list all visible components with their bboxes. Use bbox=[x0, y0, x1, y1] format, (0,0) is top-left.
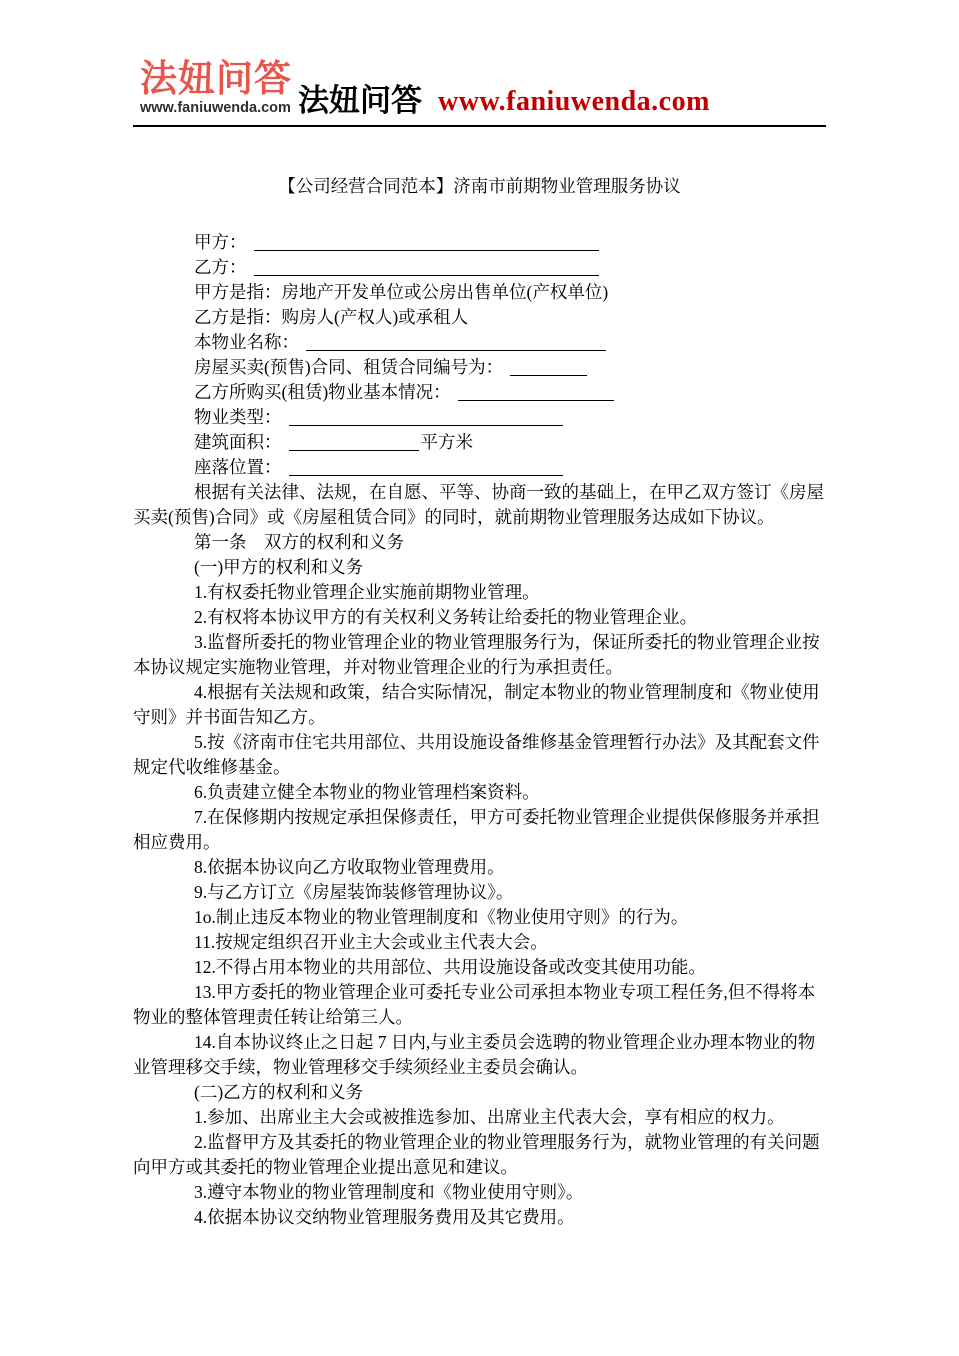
field-label: 乙方是指：购房人(产权人)或承租人 bbox=[194, 307, 469, 327]
field-property-basic-info bbox=[133, 380, 826, 405]
field-building-area bbox=[133, 430, 826, 455]
field-property-type bbox=[133, 405, 826, 430]
paragraph-b-item-3: 3.遵守本物业的物业管理制度和《物业使用守则》。 bbox=[194, 1182, 584, 1202]
paragraph-a-item-12: 12.不得占用本物业的共用部位、共用设施设备或改变其使用功能。 bbox=[194, 957, 706, 977]
field-party-a bbox=[133, 230, 826, 255]
document-title: 【公司经营合同范本】济南市前期物业管理服务协议 bbox=[278, 176, 681, 196]
field-label: 甲方： bbox=[194, 232, 247, 252]
paragraph-a-item-14: 14.自本协议终止之日起 7 日内,与业主委员会选聘的物业管理企业办理本物业的物业管理移交手续，物业管理移交手续须经业主委员会确认。 bbox=[133, 1032, 816, 1077]
paragraph-b-item-4: 4.依据本协议交纳物业管理服务费用及其它费用。 bbox=[194, 1207, 575, 1227]
paragraph-a-item-6: 6.负责建立健全本物业的物业管理档案资料。 bbox=[194, 782, 540, 802]
field-label: 物业类型： bbox=[194, 407, 282, 427]
field-label: 建筑面积： bbox=[194, 432, 282, 452]
paragraph-a-item-10: 1o.制止违反本物业的物业管理制度和《物业使用守则》的行为。 bbox=[194, 907, 689, 927]
paragraph-section-2-heading: (二)乙方的权利和义务 bbox=[194, 1082, 364, 1102]
field-label: 乙方所购买(租赁)物业基本情况： bbox=[194, 382, 451, 402]
blank-line bbox=[289, 474, 563, 476]
logo-url-text: www.faniuwenda.com bbox=[140, 100, 291, 116]
paragraph-a-item-8: 8.依据本协议向乙方收取物业管理费用。 bbox=[194, 857, 505, 877]
paragraph-a-item-3: 3.监督所委托的物业管理企业的物业管理服务行为，保证所委托的物业管理企业按本协议规定实施物业管理，并对物业管理企业的行为承担责任。 bbox=[133, 632, 820, 677]
blank-line bbox=[458, 399, 614, 401]
paragraph-a-item-11: 11.按规定组织召开业主大会或业主代表大会。 bbox=[194, 932, 548, 952]
site-name: 法妞问答 bbox=[298, 83, 422, 118]
field-label: 甲方是指：房地产开发单位或公房出售单位(产权单位) bbox=[194, 282, 609, 302]
field-label: 乙方： bbox=[194, 257, 247, 277]
paragraph-b-item-1: 1.参加、出席业主大会或被推选参加、出席业主代表大会，享有相应的权力。 bbox=[194, 1107, 785, 1127]
blank-line bbox=[254, 274, 599, 276]
paragraph-a-item-4: 4.根据有关法规和政策，结合实际情况，制定本物业的物业管理制度和《物业使用守则》并书面告知乙方。 bbox=[133, 682, 820, 727]
field-label: 房屋买卖(预售)合同、租赁合同编号为： bbox=[194, 357, 504, 377]
field-unit-suffix: 平方米 bbox=[420, 432, 473, 452]
paragraph-a-item-1: 1.有权委托物业管理企业实施前期物业管理。 bbox=[194, 582, 540, 602]
field-party-b bbox=[133, 255, 826, 280]
field-label: 座落位置： bbox=[194, 457, 282, 477]
field-party-a-definition bbox=[133, 280, 826, 305]
paragraph-b-item-2: 2.监督甲方及其委托的物业管理企业的物业管理服务行为，就物业管理的有关问题向甲方或其委托的物业管理企业提出意见和建议。 bbox=[133, 1132, 820, 1177]
blank-line bbox=[254, 249, 599, 251]
paragraph-a-item-5: 5.按《济南市住宅共用部位、共用设施设备维修基金管理暂行办法》及其配套文件规定代收维修基金。 bbox=[133, 732, 820, 777]
site-url: www.faniuwenda.com bbox=[438, 86, 710, 117]
blank-line bbox=[289, 449, 419, 451]
logo-brand-text: 法妞问答 bbox=[140, 58, 292, 99]
blank-line bbox=[306, 349, 606, 351]
blank-line bbox=[289, 424, 563, 426]
field-property-name bbox=[133, 330, 826, 355]
paragraph-preamble: 根据有关法律、法规，在自愿、平等、协商一致的基础上，在甲乙双方签订《房屋买卖(预售)合同》或《房屋租赁合同》的同时，就前期物业管理服务达成如下协议。 bbox=[133, 482, 824, 527]
paragraph-section-1-heading: (一)甲方的权利和义务 bbox=[194, 557, 364, 577]
brand-logo bbox=[140, 60, 292, 116]
document-body bbox=[133, 230, 826, 1230]
paragraph-a-item-9: 9.与乙方订立《房屋装饰装修管理协议》。 bbox=[194, 882, 514, 902]
paragraph-a-item-13: 13.甲方委托的物业管理企业可委托专业公司承担本物业专项工程任务,但不得将本物业的整体管理责任转让给第三人。 bbox=[133, 982, 816, 1027]
paragraph-a-item-7: 7.在保修期内按规定承担保修责任，甲方可委托物业管理企业提供保修服务并承担相应费用。 bbox=[133, 807, 820, 852]
blank-line bbox=[510, 374, 587, 376]
field-label: 本物业名称： bbox=[194, 332, 299, 352]
paragraph-article-1-heading: 第一条 双方的权利和义务 bbox=[194, 532, 404, 552]
header-divider bbox=[133, 125, 826, 127]
field-contract-number bbox=[133, 355, 826, 380]
site-header bbox=[0, 0, 959, 116]
paragraph-a-item-2: 2.有权将本协议甲方的有关权利义务转让给委托的物业管理企业。 bbox=[194, 607, 698, 627]
field-location bbox=[133, 455, 826, 480]
field-party-b-definition bbox=[133, 305, 826, 330]
